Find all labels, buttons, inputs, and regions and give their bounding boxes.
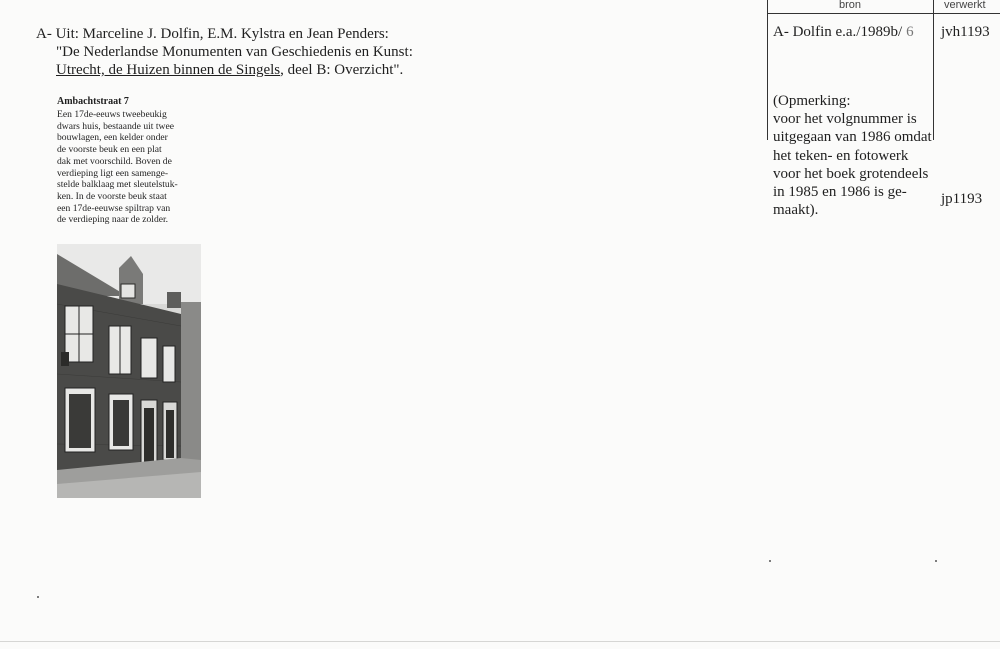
column-header-source: bron xyxy=(839,0,862,11)
column-header-processed: verwerkt xyxy=(944,0,986,11)
scan-mark xyxy=(769,560,771,562)
excerpt-line: een 17de-eeuwse spiltrap van xyxy=(57,202,171,214)
excerpt-line: bouwlagen, een kelder onder xyxy=(57,132,168,144)
scan-mark xyxy=(37,596,39,598)
excerpt-heading: Ambachtstraat 7 xyxy=(57,96,129,107)
excerpt-line: de verdieping naar de zolder. xyxy=(57,214,169,226)
excerpt-line: stelde balklaag met sleutelstuk- xyxy=(57,179,178,191)
processed-code-1: jvh1193 xyxy=(941,24,990,40)
source-citation xyxy=(36,25,456,79)
processed-code-2: jp1193 xyxy=(941,191,983,207)
page-edge xyxy=(0,641,1000,642)
header-rule xyxy=(767,13,1000,14)
remark-line: in 1985 en 1986 is ge- xyxy=(773,184,907,201)
source-reference: A- Dolfin e.a./1989b/ xyxy=(773,24,903,40)
house-photo xyxy=(57,244,201,498)
source-page-number: 6 xyxy=(906,24,914,40)
excerpt-line: verdieping ligt een samenge- xyxy=(57,167,169,179)
book-title-suffix: , deel B: Overzicht". xyxy=(280,62,404,78)
remark-note xyxy=(773,92,932,219)
remark-line: (Opmerking: xyxy=(773,93,851,109)
excerpt-line: dwars huis, bestaande uit twee xyxy=(57,120,174,132)
excerpt-line: de voorste beuk en een plat xyxy=(57,144,162,156)
citation-line-3 xyxy=(36,61,456,79)
excerpt-line: Een 17de-eeuws tweebeukig xyxy=(57,109,167,120)
excerpt-line: ken. In de voorste beuk staat xyxy=(57,190,167,202)
remark-line: maakt). xyxy=(773,202,819,219)
excerpt-text xyxy=(57,109,217,226)
remark-line: uitgegaan van 1986 omdat xyxy=(773,129,932,146)
excerpt-line: dak met voorschild. Boven de xyxy=(57,155,172,167)
book-title: Utrecht, de Huizen binnen de Singels xyxy=(56,62,281,78)
column-divider xyxy=(933,0,934,140)
source-entry xyxy=(773,23,914,41)
citation-line-2: "De Nederlandse Monumenten van Geschiedenis en Kunst: xyxy=(56,44,413,60)
scan-mark xyxy=(935,560,937,562)
remark-line: voor het volgnummer is xyxy=(773,111,917,128)
citation-line-1: A- Uit: Marceline J. Dolfin, E.M. Kylstra en Jean Penders: xyxy=(36,26,389,42)
remark-line: het teken- en fotowerk xyxy=(773,147,909,164)
remark-line: voor het boek grotendeels xyxy=(773,165,929,182)
